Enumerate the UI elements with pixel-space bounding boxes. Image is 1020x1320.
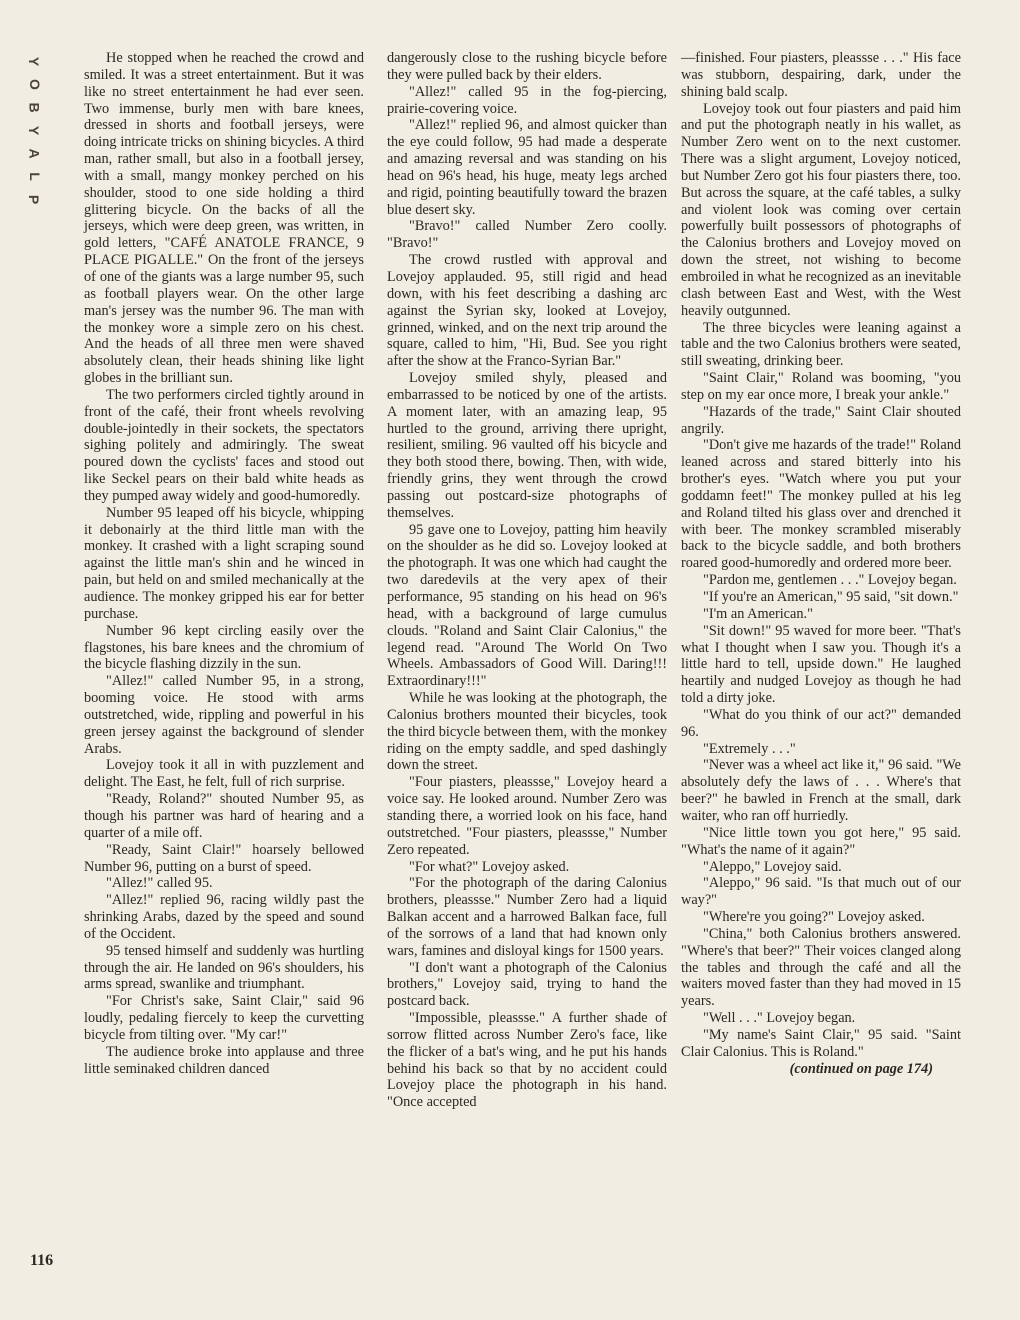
- masthead-letter: O: [26, 79, 43, 90]
- paragraph: "Allez!" called 95 in the fog-piercing, prairie-covering voice.: [387, 83, 667, 117]
- paragraph: "Ready, Saint Clair!" hoarsely bellowed Number 96, putting on a burst of speed.: [84, 841, 364, 875]
- paragraph: While he was looking at the photograph, the Calonius brothers mounted their bicycles, took the third bicycle between them, with the monkey riding on the empty saddle, and sped dashingly down the street.: [387, 690, 667, 774]
- paragraph: The three bicycles were leaning against a table and the two Calonius brothers were seated, still sweating, drinking beer.: [681, 319, 961, 370]
- paragraph: dangerously close to the rushing bicycle before they were pulled back by their elders.: [387, 50, 667, 83]
- paragraph: "China," both Calonius brothers answered. "Where's that beer?" Their voices clanged along the tables and through the café and all the waiters moved faster than they had moved in 15 years.: [681, 925, 961, 1010]
- paragraph: Number 95 leaped off his bicycle, whipping it debonairly at the third little man with the monkey. It crashed with a light scraping sound against the little man's shin and he winced in pain, but held on and smiled mechanically at the audience. The monkey gripped his ear for better purchase.: [84, 504, 364, 622]
- masthead-letter: A: [26, 148, 43, 159]
- paragraph: "Never was a wheel act like it," 96 said. "We absolutely defy the laws of . . . Where's that beer?" he bawled in French at the small, dark waiter, who ran off hurriedly.: [681, 757, 961, 824]
- paragraph: 95 gave one to Lovejoy, patting him heavily on the shoulder as he did so. Lovejoy looked at the photograph. It was one which had caught the two daredevils at the very apex of their performance, 95 standing on his head on 96's head, with a background of large cumulus clouds. "Roland and Saint Clair Calonius," the legend read. "Around The World On Two Wheels. Ambassadors of Good Will. Daring!!! Extraordinary!!!": [387, 521, 667, 690]
- paragraph: "Allez!" replied 96, racing wildly past the shrinking Arabs, dazed by the speed and sound of the Occident.: [84, 892, 364, 942]
- paragraph: "Aleppo," 96 said. "Is that much out of our way?": [681, 875, 961, 909]
- paragraph: "Where're you going?" Lovejoy asked.: [703, 909, 925, 926]
- paragraph: "Nice little town you got here," 95 said. "What's the name of it again?": [681, 824, 961, 858]
- paragraph: "Allez!" replied 96, and almost quicker than the eye could follow, 95 had made a desperate and amazing reversal and was standing on his head on 96's head, his huge, meaty legs arched and rigid, pointing beautifully toward the brazen blue desert sky.: [387, 117, 667, 218]
- masthead-letter: P: [26, 194, 43, 205]
- paragraph: "Don't give me hazards of the trade!" Roland leaned across and stared bitterly into his brother's eyes. "Watch where you put your goddamn feet!" The monkey pulled at his leg and Roland tilted his glass over and drenched it with beer. The monkey scrambled miserably back to the bicycle saddle, and both brothers roared good-humoredly and ordered more beer.: [681, 437, 961, 572]
- paragraph: "Impossible, pleassse." A further shade of sorrow flitted across Number Zero's face, like the flicker of a bat's wing, and he put his hands behind his back so that by no accident could Lovejoy place the photograph in his hand. "Once accepted: [387, 1010, 667, 1111]
- paragraph: "For Christ's sake, Saint Clair," said 96 loudly, pedaling fiercely to keep the curvetting bicycle from tilting over. "My car!": [84, 993, 364, 1043]
- masthead-letter: L: [26, 172, 43, 181]
- paragraph: "Pardon me, gentlemen . . ." Lovejoy began.: [703, 572, 957, 589]
- paragraph: "Extremely . . .": [703, 740, 796, 757]
- paragraph: "Allez!" called 95.: [106, 875, 213, 892]
- page-number: 116: [30, 1252, 54, 1269]
- paragraph: The audience broke into applause and three little seminaked children danced: [84, 1043, 364, 1077]
- paragraph: "Aleppo," Lovejoy said.: [703, 858, 842, 875]
- paragraph: "I don't want a photograph of the Calonius brothers," Lovejoy said, trying to hand the postcard back.: [387, 959, 667, 1010]
- magazine-masthead: [22, 50, 46, 211]
- paragraph: —finished. Four piasters, pleassse . . ." His face was stubborn, despairing, dark, under the shining bald scalp.: [681, 50, 961, 100]
- paragraph: "Hazards of the trade," Saint Clair shouted angrily.: [681, 403, 961, 437]
- paragraph: "Allez!" called Number 95, in a strong, booming voice. He stood with arms outstretched, wide, rippling and powerful in his green jersey against the background of slender Arabs.: [84, 673, 364, 757]
- text-column-3: [681, 50, 961, 1077]
- continued-note: (continued on page 174): [789, 1060, 933, 1077]
- text-column-2: [387, 50, 667, 1111]
- paragraph: He stopped when he reached the crowd and smiled. It was a street entertainment. But it was like no street entertainment he had ever seen. Two immense, burly men with bare knees, dressed in shorts and football jerseys, were doing intricate tricks on shining bicycles. A third man, rather small, but also in a football jersey, with a small, mangy monkey perched on his shoulder, stood to one side holding a third glittering bicycle. On the backs of all the jerseys, which were deep green, was written, in gold letters, "CAFÉ ANATOLE FRANCE, 9 PLACE PIGALLE." On the front of the jerseys of one of the giants was a large number 95, such as football players wear. On the other large man's jersey was the number 96. The man with the monkey wore a simple zero on his chest. And the heads of all three men were shaved absolutely clean, their heads shining like light globes in the brilliant sun.: [84, 50, 364, 387]
- paragraph: The crowd rustled with approval and Lovejoy applauded. 95, still rigid and head down, with his feet describing a dashing arc against the Syrian sky, looked at Lovejoy, grinned, winked, and on the next trip around the square, called to him, "Hi, Bud. See you right after the show at the Franco-Syrian Bar.": [387, 252, 667, 370]
- paragraph: "If you're an American," 95 said, "sit down.": [703, 589, 959, 605]
- masthead-letter: Y: [26, 125, 43, 136]
- paragraph: "Bravo!" called Number Zero coolly. "Bravo!": [387, 218, 667, 252]
- masthead-letter: B: [26, 102, 43, 113]
- paragraph: "For the photograph of the daring Calonius brothers, pleassse." Number Zero had a liquid Balkan accent and a harrowed Balkan face, full of the sorrows of a land that had known only wars, famines and disloyal kings for 1500 years.: [387, 875, 667, 959]
- paragraph: "What do you think of our act?" demanded 96.: [681, 706, 961, 740]
- paragraph: "Four piasters, pleassse," Lovejoy heard a voice say. He looked around. Number Zero was standing there, a worried look on his face, hand outstretched. "Four piasters, pleassse," Number Zero repeated.: [387, 774, 667, 858]
- paragraph: "I'm an American.": [703, 605, 813, 622]
- paragraph: "Ready, Roland?" shouted Number 95, as though his partner was hard of hearing and a quarter of a mile off.: [84, 791, 364, 841]
- paragraph: "For what?" Lovejoy asked.: [409, 858, 570, 875]
- paragraph: "Saint Clair," Roland was booming, "you step on my ear once more, I break your ankle.": [681, 370, 961, 403]
- masthead-letter: Y: [26, 56, 43, 67]
- paragraph: "My name's Saint Clair," 95 said. "Saint Clair Calonius. This is Roland.": [681, 1026, 961, 1060]
- paragraph: Lovejoy took it all in with puzzlement and delight. The East, he felt, full of rich surprise.: [84, 757, 364, 791]
- paragraph: Number 96 kept circling easily over the flagstones, his bare knees and the chromium of the bicycle flashing dizzily in the sun.: [84, 622, 364, 673]
- paragraph: Lovejoy smiled shyly, pleased and embarrassed to be noticed by one of the artists. A moment later, with an amazing leap, 95 hurtled to the ground, arriving there upright, resilient, smiling. 96 vaulted off his bicycle and they both stood there, bowing. Then, with wide, friendly grins, they went through the crowd passing out postcard-size photographs of themselves.: [387, 370, 667, 521]
- paragraph: The two performers circled tightly around in front of the café, their front wheels revolving double-jointedly in their sockets, the spectators sighing politely and admiringly. The sweat poured down the cyclists' faces and stood out like Seckel pears on their bald white heads as they pumped away widely and good-humoredly.: [84, 386, 364, 504]
- paragraph: 95 tensed himself and suddenly was hurtling through the air. He landed on 96's shoulders, his arms spread, swanlike and triumphant.: [84, 942, 364, 993]
- paragraph: Lovejoy took out four piasters and paid him and put the photograph neatly in his wallet, as Number Zero went on to the next customer. There was a slight argument, Lovejoy noticed, but Number Zero got his four piasters there, too. But across the square, at the café tables, a sulky and violent look was coming over certain powerfully built possessors of photographs of the Calonius brothers and Lovejoy moved on down the street, not wishing to become embroiled in what he recognized as an inevitable clash between East and West, with the West heavily outgunned.: [681, 100, 961, 319]
- text-column-1: [84, 50, 364, 1077]
- paragraph: "Well . . ." Lovejoy began.: [703, 1010, 856, 1027]
- paragraph: "Sit down!" 95 waved for more beer. "That's what I thought when I saw you. Though it's a little hard to tell, upside down." He laughed heartily and nudged Lovejoy as though he had told a dirty joke.: [681, 622, 961, 707]
